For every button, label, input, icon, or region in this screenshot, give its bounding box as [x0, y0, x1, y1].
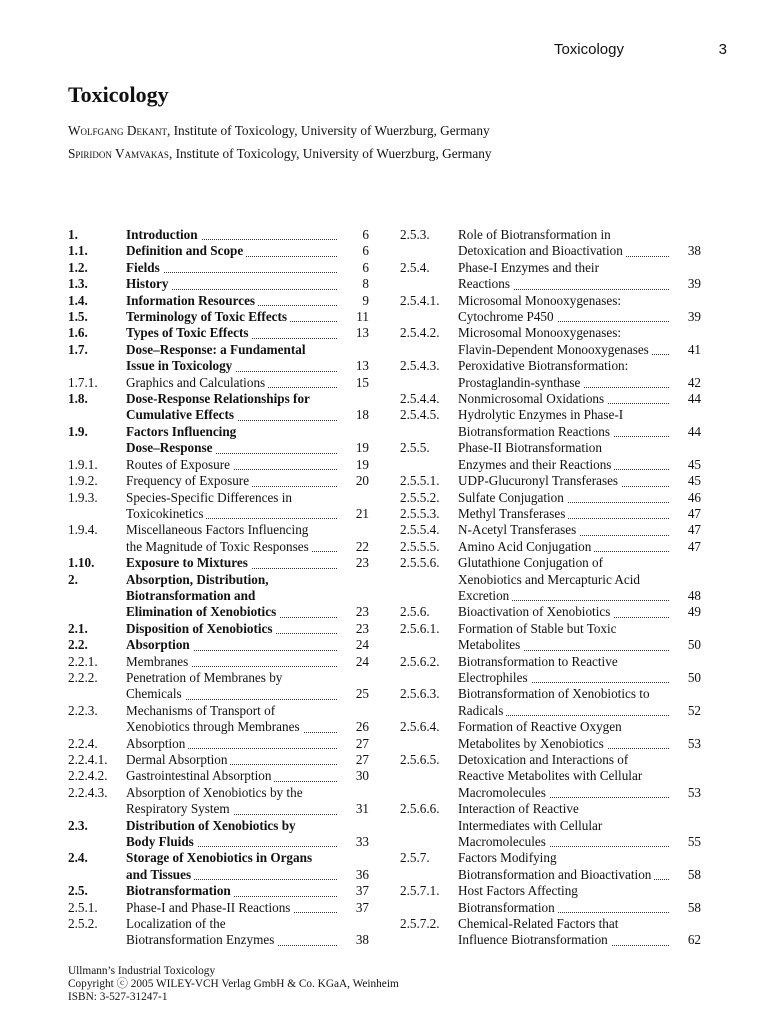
- author-affiliation: , Institute of Toxicology, University of Wuerzburg, Germany: [166, 123, 490, 138]
- toc-entry-title: Bioactivation of Xenobiotics: [458, 604, 613, 619]
- toc-entry-title: Elimination of Xenobiotics: [126, 604, 279, 619]
- toc-entry-number: 1.9.1.: [68, 456, 98, 472]
- toc-entry-title: Nonmicrosomal Oxidations: [458, 391, 607, 406]
- toc-entry: [400, 654, 701, 687]
- toc-entry-number: 1.9.3.: [68, 489, 98, 505]
- toc-entry-title: Storage of Xenobiotics in Organs: [126, 850, 313, 866]
- toc-entry-page: 44: [687, 391, 701, 407]
- toc-entry-number: 2.5.6.5.: [400, 752, 440, 767]
- toc-entry-number: 2.5.5.3.: [400, 505, 440, 521]
- toc-entry: [68, 572, 369, 621]
- toc-entry-page: 52: [687, 702, 701, 718]
- toc-entry-title: Chemicals: [126, 686, 185, 701]
- toc-entry-number: 2.5.4.3.: [400, 358, 440, 374]
- toc-entry-title: UDP-Glucuronyl Transferases: [458, 473, 621, 488]
- toc-entry-title: Enzymes and their Reactions: [458, 457, 614, 472]
- toc-entry: [400, 293, 701, 326]
- toc-entry-title: Microsomal Monooxygenases:: [458, 292, 621, 308]
- toc-entry-page: 33: [355, 834, 369, 850]
- toc-entry: [68, 670, 369, 703]
- toc-entry-title: Phase-II Biotransformation: [458, 440, 602, 456]
- toc-entry: [68, 473, 369, 489]
- toc-entry: [400, 440, 701, 473]
- toc-entry: [68, 654, 369, 670]
- toc-entry-number: 1.6.: [68, 325, 88, 341]
- toc-entry: [68, 703, 369, 736]
- toc-entry-title: Role of Biotransformation in: [458, 227, 611, 242]
- toc-entry: [400, 883, 701, 916]
- toc-entry: [68, 785, 369, 818]
- toc-entry-title: Toxicokinetics: [126, 506, 206, 521]
- toc-entry-title: Frequency of Exposure: [126, 473, 252, 488]
- toc-entry-page: 13: [355, 325, 369, 341]
- toc-entry: [68, 243, 369, 259]
- toc-entry: [68, 293, 369, 309]
- toc-entry-number: 2.2.2.: [68, 669, 98, 685]
- toc-entry-number: 2.5.: [68, 883, 88, 899]
- toc-entry-title: Biotransformation: [458, 900, 558, 915]
- toc-entry-number: 2.5.6.6.: [400, 801, 440, 817]
- toc-entry: [68, 490, 369, 523]
- toc-entry: [400, 407, 701, 440]
- toc-entry-page: 45: [687, 473, 701, 489]
- toc-entry-number: 1.5.: [68, 309, 88, 325]
- toc-entry-title: Biotransformation Enzymes: [126, 932, 277, 947]
- toc-entry-title: Amino Acid Conjugation: [458, 539, 594, 554]
- toc-entry-number: 1.10.: [68, 555, 95, 571]
- toc-entry: [400, 604, 701, 620]
- toc-entry-number: 1.7.: [68, 341, 88, 357]
- toc-entry-number: 2.5.6.2.: [400, 653, 440, 669]
- toc-entry-page: 6: [362, 243, 369, 259]
- toc-entry-title: Absorption: [126, 736, 188, 751]
- toc-entry-page: 50: [687, 637, 701, 653]
- toc-entry-title: Biotransformation: [126, 883, 234, 898]
- toc-entry: [68, 457, 369, 473]
- toc-entry-page: 19: [355, 456, 369, 472]
- footer-copyright: Copyright ⓒ 2005 WILEY-VCH Verlag GmbH & Co. KGaA, Weinheim: [68, 978, 399, 991]
- toc-entry-page: 36: [355, 866, 369, 882]
- toc-entry-title: Factors Modifying: [458, 850, 557, 866]
- toc-entry-page: 26: [355, 719, 369, 735]
- toc-entry-number: 2.5.5.4.: [400, 522, 440, 538]
- toc-entry-page: 38: [687, 243, 701, 259]
- toc-entry-number: 1.9.2.: [68, 473, 98, 489]
- toc-entry-page: 44: [687, 423, 701, 439]
- article-title: Toxicology: [68, 82, 169, 107]
- toc-entry-page: 13: [355, 358, 369, 374]
- toc-entry-number: 1.8.: [68, 391, 88, 407]
- toc-entry-title: Routes of Exposure: [126, 457, 233, 472]
- toc-entry-title: Graphics and Calculations: [126, 375, 268, 390]
- toc-entry-title: Localization of the: [126, 916, 226, 932]
- toc-entry: [68, 391, 369, 424]
- toc-entry: [68, 522, 369, 555]
- toc-entry: [400, 391, 701, 407]
- toc-entry-title: Cumulative Effects: [126, 407, 237, 422]
- toc-entry-title: Biotransformation and Bioactivation: [458, 867, 654, 882]
- toc-entry-number: 2.5.6.4.: [400, 719, 440, 735]
- toc-entry-title: Absorption: [126, 637, 193, 652]
- toc-entry-number: 2.4.: [68, 850, 88, 866]
- toc-entry-page: 53: [687, 735, 701, 751]
- footer-publication: Ullmann’s Industrial Toxicology: [68, 965, 216, 977]
- toc-entry-title: Macromolecules: [458, 834, 549, 849]
- toc-entry-title: Introduction: [126, 227, 201, 242]
- toc-entry: [68, 309, 369, 325]
- toc-entry-title: Prostaglandin-synthase: [458, 375, 583, 390]
- toc-entry-title: Issue in Toxicology: [126, 358, 235, 373]
- toc-entry-title: Miscellaneous Factors Influencing: [126, 522, 309, 538]
- toc-entry-page: 38: [355, 932, 369, 948]
- toc-entry-number: 2.5.4.4.: [400, 391, 440, 407]
- toc-entry-title: Formation of Reactive Oxygen: [458, 719, 622, 735]
- toc-entry-page: 15: [355, 374, 369, 390]
- toc-entry-page: 23: [355, 620, 369, 636]
- toc-entry-title: Cytochrome P450: [458, 309, 557, 324]
- toc-entry-number: 2.3.: [68, 817, 88, 833]
- toc-entry-title: Gastrointestinal Absorption: [126, 768, 274, 783]
- toc-entry: [68, 736, 369, 752]
- toc-entry-title: Metabolites: [458, 637, 523, 652]
- toc-entry-page: 50: [687, 669, 701, 685]
- toc-entry-title: Absorption of Xenobiotics by the: [126, 784, 303, 800]
- toc-entry: [400, 801, 701, 850]
- toc-entry-number: 1.9.4.: [68, 522, 98, 538]
- toc-entry-number: 1.2.: [68, 259, 88, 275]
- toc-entry-number: 2.2.4.3.: [68, 784, 108, 800]
- toc-entry: [68, 555, 369, 571]
- toc-entry-page: 45: [687, 456, 701, 472]
- toc-entry-title: Detoxication and Bioactivation: [458, 243, 626, 258]
- toc-entry-number: 2.5.4.5.: [400, 407, 440, 423]
- toc-entry-page: 23: [355, 604, 369, 620]
- toc-entry-title: Formation of Stable but Toxic: [458, 620, 617, 636]
- toc-entry-title: Xenobiotics through Membranes: [126, 719, 303, 734]
- toc-entry-title: Radicals: [458, 703, 506, 718]
- toc-entry-number: 2.5.6.3.: [400, 686, 440, 702]
- toc-entry-title: Dose-Response Relationships for: [126, 391, 310, 407]
- toc-entry-title: Absorption, Distribution,: [126, 571, 269, 587]
- toc-entry: [68, 850, 369, 883]
- toc-entry-page: 46: [687, 489, 701, 505]
- toc-entry-title: Host Factors Affecting: [458, 883, 578, 899]
- toc-entry-number: 2.5.7.2.: [400, 916, 440, 932]
- toc-entry-page: 62: [687, 932, 701, 948]
- footer: [68, 965, 399, 1005]
- toc-entry-title: Flavin-Dependent Monooxygenases: [458, 342, 652, 357]
- toc-entry-title: Dermal Absorption: [126, 752, 230, 767]
- toc-entry-title: N-Acetyl Transferases: [458, 522, 579, 537]
- toc-entry-number: 2.2.3.: [68, 702, 98, 718]
- toc-entry-title: Factors Influencing: [126, 423, 237, 439]
- toc-entry-title: Peroxidative Biotransformation:: [458, 358, 629, 374]
- toc-entry-title: Distribution of Xenobiotics by: [126, 817, 296, 833]
- toc-entry-page: 37: [355, 899, 369, 915]
- toc-entry-number: 2.5.2.: [68, 916, 98, 932]
- toc-entry: [400, 260, 701, 293]
- toc-entry-title: Respiratory System: [126, 801, 233, 816]
- toc-entry-number: 2.5.5.6.: [400, 555, 440, 571]
- author-name: Spiridon Vamvakas: [68, 146, 169, 161]
- toc-entry-number: 2.5.5.: [400, 440, 430, 456]
- toc-entry-title: Reactions: [458, 276, 513, 291]
- toc-entry: [400, 506, 701, 522]
- toc-entry-title: Xenobiotics and Mercapturic Acid: [458, 571, 641, 587]
- toc-entry-number: 2.5.4.: [400, 259, 430, 275]
- toc-entry-title: Biotransformation Reactions: [458, 424, 613, 439]
- toc-entry-number: 1.4.: [68, 292, 88, 308]
- toc-entry-title: Mechanisms of Transport of: [126, 702, 276, 718]
- toc-entry-number: 2.5.7.: [400, 850, 430, 866]
- toc-entry-title: the Magnitude of Toxic Responses: [126, 539, 312, 554]
- toc-entry-page: 24: [355, 637, 369, 653]
- toc-entry-title: Reactive Metabolites with Cellular: [458, 768, 643, 784]
- toc-entry-page: 39: [687, 276, 701, 292]
- toc-entry-number: 2.2.4.2.: [68, 768, 108, 784]
- toc-entry-number: 2.2.4.: [68, 735, 98, 751]
- toc-left-column: [68, 227, 369, 949]
- toc-entry: [68, 621, 369, 637]
- toc-entry: [400, 686, 701, 719]
- toc-entry-page: 22: [355, 538, 369, 554]
- toc-entry: [68, 276, 369, 292]
- toc-entry-page: 8: [362, 276, 369, 292]
- toc-entry-title: Macromolecules: [458, 785, 549, 800]
- toc-entry-number: 2.5.5.1.: [400, 473, 440, 489]
- toc-entry: [68, 342, 369, 375]
- toc-entry: [68, 325, 369, 341]
- toc-entry-number: 2.5.4.2.: [400, 325, 440, 341]
- toc-entry-number: 2.5.4.1.: [400, 292, 440, 308]
- toc-entry-title: Dose–Response: a Fundamental: [126, 341, 306, 357]
- toc-entry-page: 18: [355, 407, 369, 423]
- toc-entry-title: Intermediates with Cellular: [458, 817, 603, 833]
- author-line: [68, 123, 490, 139]
- toc-entry-page: 9: [362, 292, 369, 308]
- toc-entry: [68, 375, 369, 391]
- toc-entry-number: 1.9.: [68, 423, 88, 439]
- toc-entry-page: 47: [687, 505, 701, 521]
- toc-entry-page: 19: [355, 440, 369, 456]
- toc-entry-number: 2.5.5.2.: [400, 489, 440, 505]
- toc-entry-number: 2.5.6.: [400, 604, 430, 620]
- toc-entry: [68, 637, 369, 653]
- toc-entry-page: 24: [355, 653, 369, 669]
- toc-right-column: [400, 227, 701, 949]
- toc-entry-title: and Tissues: [126, 867, 194, 882]
- toc-entry-page: 42: [687, 374, 701, 390]
- toc-entry-page: 27: [355, 735, 369, 751]
- toc-entry-number: 2.2.4.1.: [68, 752, 108, 767]
- toc-entry-title: Electrophiles: [458, 670, 531, 685]
- toc-entry-number: 2.2.1.: [68, 653, 98, 669]
- toc-entry-page: 6: [362, 227, 369, 242]
- toc-entry-page: 47: [687, 522, 701, 538]
- toc-entry-page: 31: [355, 801, 369, 817]
- toc-entry: [68, 424, 369, 457]
- toc-entry: [400, 916, 701, 949]
- toc-entry-title: History: [126, 276, 172, 291]
- toc-entry-title: Influence Biotransformation: [458, 932, 611, 947]
- toc-entry: [400, 555, 701, 604]
- author-affiliation: , Institute of Toxicology, University of Wuerzburg, Germany: [168, 146, 492, 161]
- toc-entry: [68, 768, 369, 784]
- toc-entry-title: Types of Toxic Effects: [126, 325, 251, 340]
- toc-entry: [68, 883, 369, 899]
- toc-entry-number: 1.1.: [68, 243, 88, 259]
- toc-entry-title: Fields: [126, 260, 163, 275]
- toc-entry-title: Biotransformation of Xenobiotics to: [458, 686, 650, 702]
- toc-entry-page: 27: [355, 752, 369, 767]
- running-head-title: Toxicology: [553, 41, 624, 58]
- toc-entry-title: Species-Specific Differences in: [126, 489, 292, 505]
- toc-entry: [400, 539, 701, 555]
- toc-entry: [400, 850, 701, 883]
- toc-entry-number: 2.5.6.1.: [400, 620, 440, 636]
- toc-entry-page: 25: [355, 686, 369, 702]
- toc-entry-title: Membranes: [126, 654, 191, 669]
- toc-entry: [400, 522, 701, 538]
- toc-entry: [68, 916, 369, 949]
- toc-entry: [400, 358, 701, 391]
- toc-entry-title: Chemical-Related Factors that: [458, 916, 619, 932]
- toc-entry: [68, 818, 369, 851]
- toc-entry-page: 21: [355, 505, 369, 521]
- toc-entry-page: 58: [687, 866, 701, 882]
- toc-entry-title: Microsomal Monooxygenases:: [458, 325, 621, 341]
- toc-entry: [400, 719, 701, 752]
- toc-entry-title: Dose–Response: [126, 440, 215, 455]
- toc-entry: [68, 752, 369, 768]
- toc-entry-title: Phase-I and Phase-II Reactions: [126, 900, 293, 915]
- toc-entry-title: Excretion: [458, 588, 512, 603]
- toc-entry-number: 2.5.3.: [400, 227, 430, 242]
- toc-entry-page: 11: [356, 309, 369, 325]
- toc-entry-title: Hydrolytic Enzymes in Phase-I: [458, 407, 624, 423]
- toc-entry-page: 48: [687, 587, 701, 603]
- toc-entry-number: 2.5.7.1.: [400, 883, 440, 899]
- toc-entry-page: 20: [355, 473, 369, 489]
- toc-entry-number: 1.: [68, 227, 78, 242]
- toc-entry: [400, 473, 701, 489]
- toc-entry-title: Metabolites by Xenobiotics: [458, 736, 607, 751]
- toc-entry: [400, 752, 701, 801]
- toc-entry-page: 23: [355, 555, 369, 571]
- toc-entry-title: Detoxication and Interactions of: [458, 752, 629, 767]
- author-line: [68, 146, 492, 162]
- toc-entry-title: Information Resources: [126, 293, 258, 308]
- toc-entry: [400, 325, 701, 358]
- toc-entry-page: 41: [687, 341, 701, 357]
- toc-entry: [400, 227, 701, 260]
- toc-entry-number: 1.7.1.: [68, 374, 98, 390]
- toc-entry-title: Sulfate Conjugation: [458, 490, 567, 505]
- toc-entry-number: 2.2.: [68, 637, 88, 653]
- toc-entry-title: Exposure to Mixtures: [126, 555, 251, 570]
- toc-entry-title: Methyl Transferases: [458, 506, 568, 521]
- toc-entry: [400, 621, 701, 654]
- toc-entry-page: 6: [362, 259, 369, 275]
- toc-entry-page: 58: [687, 899, 701, 915]
- toc-entry: [68, 227, 369, 243]
- toc-entry-page: 53: [687, 784, 701, 800]
- toc-entry-title: Definition and Scope: [126, 243, 246, 258]
- running-head: [0, 41, 768, 61]
- author-name: Wolfgang Dekant: [68, 123, 167, 138]
- toc-entry-page: 55: [687, 834, 701, 850]
- toc-entry-page: 49: [687, 604, 701, 620]
- footer-isbn: ISBN: 3-527-31247-1: [68, 991, 168, 1004]
- toc-entry: [68, 900, 369, 916]
- toc-entry-number: 2.1.: [68, 620, 88, 636]
- toc-entry-title: Glutathione Conjugation of: [458, 555, 604, 571]
- toc-entry-page: 47: [687, 538, 701, 554]
- page-number: 3: [718, 41, 727, 58]
- toc-entry-page: 39: [687, 309, 701, 325]
- toc-entry-title: Body Fluids: [126, 834, 197, 849]
- toc-entry: [68, 260, 369, 276]
- toc-entry-page: 37: [355, 883, 369, 899]
- toc-entry-number: 2.5.5.5.: [400, 538, 440, 554]
- toc-entry-title: Biotransformation and: [126, 587, 256, 603]
- toc-entry-title: Penetration of Membranes by: [126, 669, 283, 685]
- toc-entry: [400, 490, 701, 506]
- toc-entry-title: Interaction of Reactive: [458, 801, 579, 817]
- toc-entry-number: 2.5.1.: [68, 899, 98, 915]
- toc-entry-number: 2.: [68, 571, 78, 587]
- toc-entry-title: Biotransformation to Reactive: [458, 653, 618, 669]
- toc-entry-number: 1.3.: [68, 276, 88, 292]
- toc-entry-title: Terminology of Toxic Effects: [126, 309, 290, 324]
- toc-entry-title: Disposition of Xenobiotics: [126, 621, 276, 636]
- toc-entry-page: 30: [355, 768, 369, 784]
- toc-entry-title: Phase-I Enzymes and their: [458, 259, 599, 275]
